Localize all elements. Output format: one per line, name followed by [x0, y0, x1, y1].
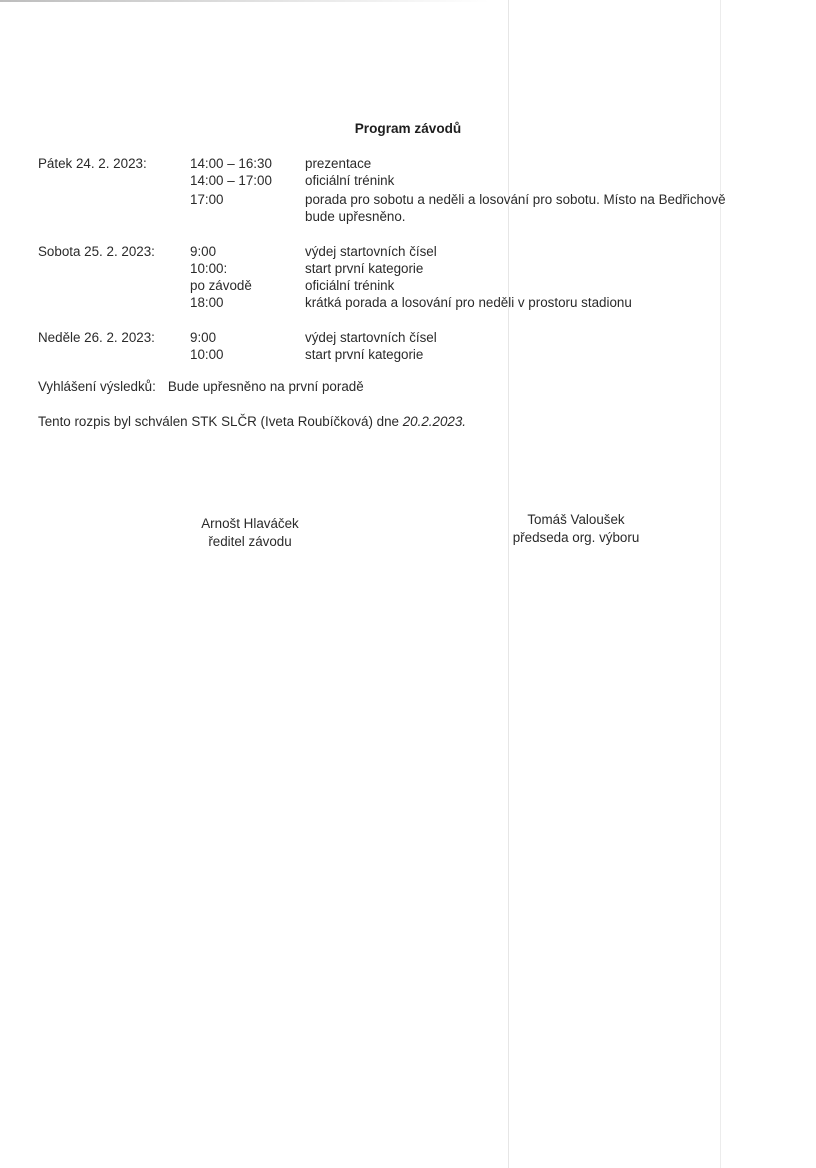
schedule-desc: prezentace: [305, 156, 372, 171]
schedule-row: [38, 346, 798, 363]
page-title: Program závodů: [354, 121, 462, 136]
schedule-desc: porada pro sobotu a neděli a losování pro sobotu. Místo na Bedřichově: [305, 192, 726, 207]
results-value: Bude upřesněno na první poradě: [167, 379, 364, 394]
signature-chairman: [476, 511, 676, 547]
schedule-desc: výdej startovních čísel: [305, 330, 437, 345]
schedule-desc: výdej startovních čísel: [305, 244, 437, 259]
schedule-time: 9:00: [190, 330, 217, 345]
schedule-time: 17:00: [190, 192, 224, 207]
schedule-desc: start první kategorie: [305, 261, 424, 276]
schedule-row: [38, 172, 798, 189]
results-label: Vyhlášení výsledků:: [38, 379, 156, 394]
schedule-row: [38, 294, 798, 311]
schedule-desc: bude upřesněno.: [305, 209, 406, 224]
approval-text: Tento rozpis byl schválen STK SLČR (Iveta Roubíčková) dne: [38, 414, 399, 429]
schedule-row: [38, 155, 798, 172]
signature-role: ředitel závodu: [208, 534, 292, 549]
schedule-row: [38, 277, 798, 294]
approval-line: [38, 413, 466, 430]
schedule-row: [38, 191, 798, 208]
approval-date: 20.2.2023.: [402, 414, 467, 429]
schedule-time: 9:00: [190, 244, 217, 259]
schedule-time: 10:00:: [190, 261, 228, 276]
schedule-desc: krátká porada a losování pro neděli v prostoru stadionu: [305, 295, 632, 310]
schedule-desc: oficiální trénink: [305, 173, 395, 188]
schedule-time: 14:00 – 16:30: [190, 156, 272, 171]
signature-name: Arnošt Hlaváček: [201, 516, 299, 531]
day-label: Sobota 25. 2. 2023:: [38, 244, 155, 259]
signature-role: předseda org. výboru: [512, 530, 640, 545]
schedule-day-sunday: [38, 329, 798, 363]
schedule-desc: start první kategorie: [305, 347, 424, 362]
schedule-time: 10:00: [190, 347, 224, 362]
schedule-time: po závodě: [190, 278, 252, 293]
schedule-day-friday: [38, 155, 798, 223]
schedule-row: [38, 243, 798, 260]
schedule-desc: oficiální trénink: [305, 278, 395, 293]
signature-name: Tomáš Valoušek: [527, 512, 625, 527]
results-line: [38, 378, 364, 395]
scan-edge: [0, 0, 816, 2]
schedule-row: [38, 329, 798, 346]
signature-director: [150, 515, 350, 551]
schedule-time: 18:00: [190, 295, 224, 310]
schedule-time: 14:00 – 17:00: [190, 173, 272, 188]
day-label: Neděle 26. 2. 2023:: [38, 330, 155, 345]
schedule-row: [38, 260, 798, 277]
day-label: Pátek 24. 2. 2023:: [38, 156, 147, 171]
schedule-day-saturday: [38, 243, 798, 311]
schedule-row: [38, 208, 798, 225]
